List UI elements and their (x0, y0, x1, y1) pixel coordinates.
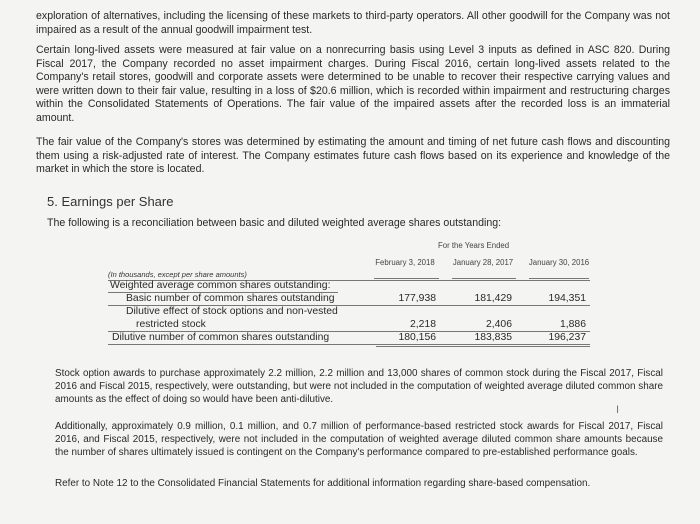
header-underline (374, 278, 439, 279)
cell-value: 196,237 (548, 332, 586, 343)
paragraph-store-fair-value: The fair value of the Company's stores was determined by estimating the amount and timing of net future cash flows and discounting them using a risk-adjusted rate of interest. The Company estimates future cash flows based on its experience and knowledge of the market in which the store is located. (36, 136, 670, 176)
total-double-underline (376, 346, 590, 347)
header-underline (529, 278, 589, 279)
row-label: Weighted average common shares outstanding: (110, 280, 331, 291)
cell-value: 1,886 (559, 319, 586, 330)
table-row (108, 319, 590, 330)
note-performance-awards: Additionally, approximately 0.9 million, 0.1 million, and 0.7 million of performance-based restricted stock awards for Fiscal 2017, Fiscal 2016, and Fiscal 2015, respectively, were not included in the computation of weighted average diluted common share amounts because the number of shares ultimately issued is contingent on the Company's performance compared to pre-established performance goals. (55, 421, 663, 458)
section-intro: The following is a reconciliation between basic and diluted weighted average shares outstanding: (47, 217, 502, 229)
note-anti-dilutive: Stock option awards to purchase approximately 2.2 million, 2.2 million and 13,000 shares of common stock during the Fiscal 2017, Fiscal 2016 and Fiscal 2015, respectively, were outstanding, but were not included in the computation of weighted average diluted common share amounts as the effect of doing so would have been anti-dilutive. (55, 368, 663, 405)
column-header-2017: January 28, 2017 (452, 258, 514, 267)
cell-value: 181,429 (474, 293, 512, 304)
table-row (108, 306, 590, 317)
row-label: Dilutive number of common shares outstanding (112, 332, 330, 343)
header-underline (452, 278, 516, 279)
table-row (108, 280, 590, 291)
row-label: Dilutive effect of stock options and non-vested (126, 306, 338, 317)
cell-value: 2,218 (409, 319, 436, 330)
period-header: For the Years Ended (438, 241, 510, 250)
text-cursor-icon: I (616, 404, 620, 416)
row-label: Basic number of common shares outstanding (126, 293, 335, 304)
paragraph-long-lived-assets: Certain long-lived assets were measured at fair value on a nonrecurring basis using Level 3 inputs as defined in ASC 820. During Fiscal 2017, the Company recorded no asset impairment charges. During Fiscal 2016, certain long-lived assets related to the Company's retail stores, goodwill and corporate assets were determined to be unable to recover their respective carrying values and were written down to their fair value, resulting in a loss of $20.6 million, which is recorded within impairment and restructuring charges within the Consolidated Statements of Operations. The fair value of the impaired assets after the recorded loss is an immaterial amount. (36, 44, 670, 124)
note-reference: Refer to Note 12 to the Consolidated Financial Statements for additional information regarding share-based compensation. (55, 478, 591, 489)
row-label: restricted stock (136, 319, 206, 330)
cell-value: 2,406 (485, 319, 512, 330)
column-header-2018: February 3, 2018 (375, 258, 435, 267)
cell-value: 180,156 (398, 332, 436, 343)
table-row (108, 293, 590, 304)
column-header-2016: January 30, 2016 (528, 258, 590, 267)
section-heading: 5. Earnings per Share (47, 194, 174, 209)
table-row (108, 332, 590, 343)
cell-value: 177,938 (398, 293, 436, 304)
row-divider (108, 344, 590, 345)
unit-label: (In thousands, except per share amounts) (108, 270, 247, 279)
cell-value: 194,351 (548, 293, 586, 304)
paragraph-goodwill-conclusion: exploration of alternatives, including the licensing of these markets to third-party operators. All other goodwill for the Company was not impaired as a result of the annual goodwill impairment test. (36, 10, 670, 36)
cell-value: 183,835 (474, 332, 512, 343)
